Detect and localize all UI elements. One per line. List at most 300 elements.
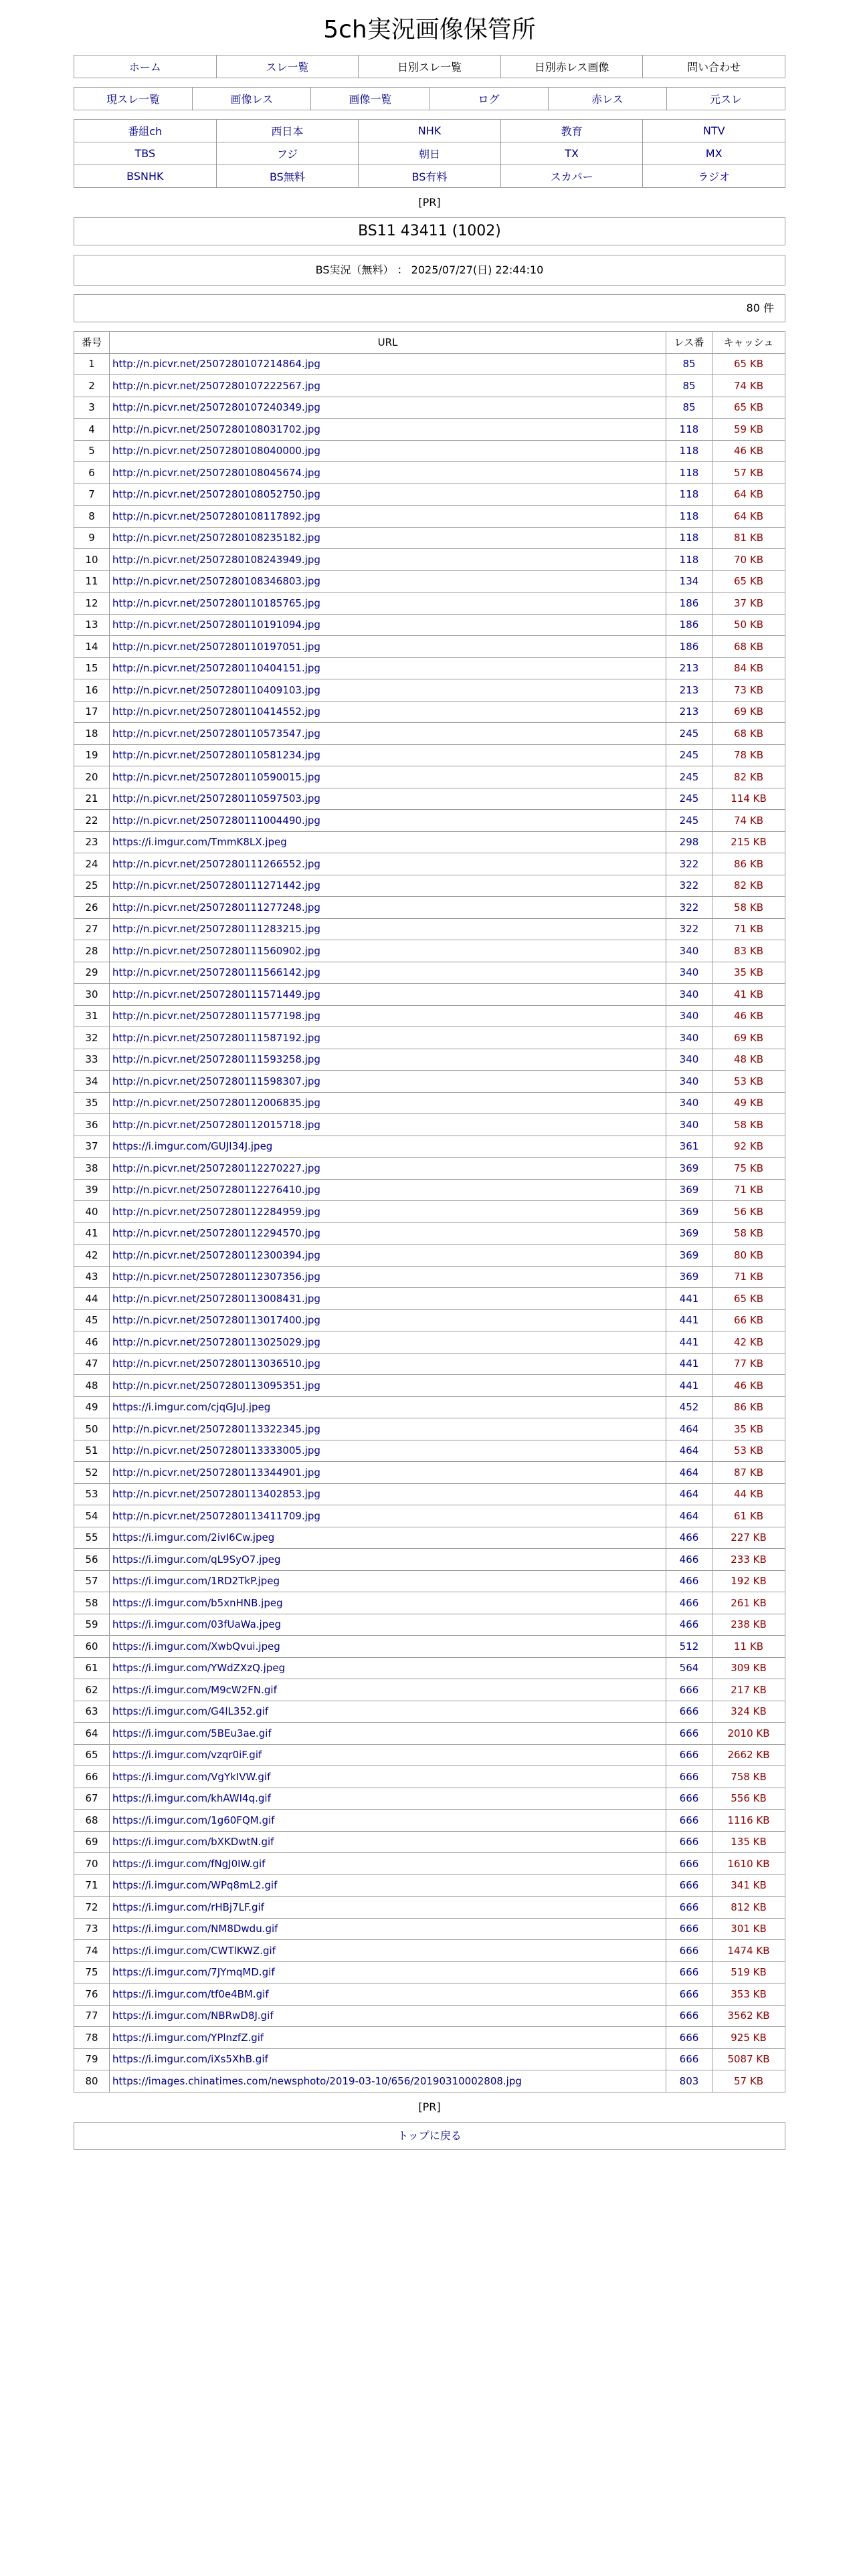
cell-cache-size[interactable]: 75 KB [712, 1158, 785, 1180]
cell-cache-size[interactable]: 65 KB [712, 397, 785, 419]
cell-res-number[interactable]: 666 [666, 1897, 712, 1919]
table-row [74, 1375, 785, 1397]
col-header-cache: キャッシュ [712, 332, 785, 354]
image-url-link[interactable]: https://i.imgur.com/fNgJ0IW.gif [112, 1857, 266, 1870]
cell-cache-size[interactable]: 35 KB [712, 1418, 785, 1440]
cell-url [110, 462, 666, 484]
cell-res-number[interactable]: 369 [666, 1222, 712, 1245]
cell-res-number[interactable]: 340 [666, 1114, 712, 1136]
cell-cache-size[interactable]: 238 KB [712, 1614, 785, 1636]
channel-item[interactable] [216, 165, 359, 188]
cell-cache-size[interactable]: 11 KB [712, 1636, 785, 1658]
cell-cache-size[interactable]: 50 KB [712, 614, 785, 636]
thread-nav-item[interactable] [311, 88, 430, 110]
cell-res-number[interactable]: 369 [666, 1245, 712, 1267]
cell-cache-size[interactable]: 309 KB [712, 1657, 785, 1679]
image-url-link[interactable]: http://n.picvr.net/2507280108045674.jpg [112, 466, 320, 479]
channel-item-label[interactable]: TBS [134, 147, 156, 160]
image-url-link[interactable]: http://n.picvr.net/2507280112307356.jpg [112, 1271, 320, 1283]
image-url-link[interactable]: http://n.picvr.net/2507280108235182.jpg [112, 532, 320, 544]
cell-cache-size[interactable]: 92 KB [712, 1136, 785, 1158]
cell-cache-size[interactable]: 66 KB [712, 1309, 785, 1331]
cell-cache-size[interactable]: 215 KB [712, 831, 785, 853]
image-url-link[interactable]: https://i.imgur.com/tf0e4BM.gif [112, 1988, 269, 2000]
cell-res-number[interactable]: 369 [666, 1266, 712, 1288]
image-url-link[interactable]: http://n.picvr.net/2507280108346803.jpg [112, 575, 320, 588]
cell-res-number[interactable]: 666 [666, 2027, 712, 2049]
cell-res-number[interactable]: 118 [666, 506, 712, 528]
cell-cache-size[interactable]: 71 KB [712, 1266, 785, 1288]
cell-res-number[interactable]: 322 [666, 853, 712, 875]
cell-cache-size[interactable]: 49 KB [712, 1092, 785, 1114]
cell-res-number[interactable]: 213 [666, 657, 712, 679]
thread-nav-item[interactable] [666, 88, 785, 110]
cell-res-number[interactable]: 340 [666, 1049, 712, 1071]
channel-item-label[interactable]: フジ [276, 148, 298, 160]
image-url-link[interactable]: https://i.imgur.com/GUJI34J.jpeg [112, 1140, 273, 1153]
cell-cache-size[interactable]: 64 KB [712, 506, 785, 528]
main-nav-item-label[interactable]: ホーム [128, 61, 161, 74]
channel-item[interactable] [500, 142, 643, 165]
cell-res-number[interactable]: 803 [666, 2070, 712, 2092]
cell-res-number[interactable]: 666 [666, 1831, 712, 1853]
cell-cache-size[interactable]: 46 KB [712, 440, 785, 462]
cell-res-number[interactable]: 666 [666, 1918, 712, 1940]
image-url-link[interactable]: http://n.picvr.net/2507280111560902.jpg [112, 944, 320, 957]
image-url-link[interactable]: http://n.picvr.net/2507280113095351.jpg [112, 1379, 320, 1392]
cell-res-number[interactable]: 369 [666, 1179, 712, 1201]
cell-no: 29 [74, 962, 110, 984]
cell-cache-size[interactable]: 83 KB [712, 940, 785, 962]
channel-item[interactable] [74, 142, 217, 165]
cell-res-number[interactable]: 213 [666, 701, 712, 723]
image-url-link[interactable]: https://i.imgur.com/5BEu3ae.gif [112, 1727, 272, 1739]
cell-res-number[interactable]: 666 [666, 1723, 712, 1745]
image-url-link[interactable]: http://n.picvr.net/2507280112284959.jpg [112, 1205, 320, 1218]
image-url-link[interactable]: http://n.picvr.net/2507280108040000.jpg [112, 445, 320, 457]
channel-item[interactable] [359, 120, 501, 142]
cell-res-number[interactable]: 340 [666, 1071, 712, 1093]
cell-res-number[interactable]: 186 [666, 614, 712, 636]
image-url-link[interactable]: https://i.imgur.com/bXKDwtN.gif [112, 1836, 274, 1848]
thread-nav-item-label[interactable]: 画像レス [230, 93, 273, 106]
cell-cache-size[interactable]: 69 KB [712, 1027, 785, 1049]
image-url-link[interactable]: http://n.picvr.net/2507280113036510.jpg [112, 1358, 320, 1370]
cell-res-number[interactable]: 245 [666, 788, 712, 810]
image-url-link[interactable]: https://i.imgur.com/VgYkIVW.gif [112, 1770, 271, 1783]
image-url-link[interactable]: http://n.picvr.net/2507280110404151.jpg [112, 662, 320, 675]
cell-cache-size[interactable]: 58 KB [712, 1114, 785, 1136]
image-url-link[interactable]: http://n.picvr.net/2507280113322345.jpg [112, 1422, 320, 1435]
cell-cache-size[interactable]: 812 KB [712, 1897, 785, 1919]
cell-res-number[interactable]: 186 [666, 593, 712, 615]
image-url-link[interactable]: http://n.picvr.net/2507280108052750.jpg [112, 488, 320, 501]
channel-item[interactable] [643, 142, 785, 165]
cell-no: 28 [74, 940, 110, 962]
cell-res-number[interactable]: 213 [666, 679, 712, 702]
cell-cache-size[interactable]: 556 KB [712, 1788, 785, 1810]
cell-cache-size[interactable]: 68 KB [712, 636, 785, 658]
image-url-link[interactable]: http://n.picvr.net/2507280108031702.jpg [112, 423, 320, 435]
cell-res-number[interactable]: 118 [666, 440, 712, 462]
image-url-link[interactable]: http://n.picvr.net/2507280113402853.jpg [112, 1488, 320, 1501]
cell-no: 62 [74, 1679, 110, 1701]
channel-item[interactable] [216, 142, 359, 165]
cell-res-number[interactable]: 118 [666, 527, 712, 549]
cell-url [110, 1114, 666, 1136]
thread-nav-item-label[interactable]: 画像一覧 [349, 93, 392, 106]
cell-cache-size[interactable]: 5087 KB [712, 2048, 785, 2070]
image-url-link[interactable]: http://n.picvr.net/2507280113008431.jpg [112, 1292, 320, 1305]
cell-res-number[interactable]: 464 [666, 1505, 712, 1527]
cell-res-number[interactable]: 298 [666, 831, 712, 853]
cell-res-number[interactable]: 666 [666, 1788, 712, 1810]
cell-cache-size[interactable]: 2662 KB [712, 1744, 785, 1766]
cell-res-number[interactable]: 666 [666, 1766, 712, 1788]
cell-res-number[interactable]: 340 [666, 984, 712, 1006]
image-url-link[interactable]: https://i.imgur.com/YWdZXzQ.jpeg [112, 1662, 286, 1675]
image-url-link[interactable]: http://n.picvr.net/2507280113411709.jpg [112, 1509, 320, 1522]
cell-res-number[interactable]: 666 [666, 1679, 712, 1701]
cell-res-number[interactable]: 322 [666, 897, 712, 919]
cell-cache-size[interactable]: 56 KB [712, 1201, 785, 1223]
image-url-link[interactable]: https://i.imgur.com/WPq8mL2.gif [112, 1879, 278, 1892]
cell-res-number[interactable]: 441 [666, 1331, 712, 1354]
cell-cache-size[interactable]: 86 KB [712, 1396, 785, 1418]
image-url-link[interactable]: http://n.picvr.net/2507280112270227.jpg [112, 1162, 320, 1174]
image-url-link[interactable]: https://i.imgur.com/YPlnzfZ.gif [112, 2031, 264, 2044]
image-url-link[interactable]: http://n.picvr.net/2507280110581234.jpg [112, 749, 320, 762]
cell-cache-size[interactable]: 41 KB [712, 984, 785, 1006]
cell-res-number[interactable]: 466 [666, 1570, 712, 1592]
image-url-link[interactable]: http://n.picvr.net/2507280110409103.jpg [112, 683, 320, 696]
cell-res-number[interactable]: 340 [666, 940, 712, 962]
image-url-link[interactable]: http://n.picvr.net/2507280110573547.jpg [112, 727, 320, 740]
cell-res-number[interactable]: 369 [666, 1201, 712, 1223]
cell-res-number[interactable]: 466 [666, 1549, 712, 1571]
image-url-link[interactable]: http://n.picvr.net/2507280111283215.jpg [112, 923, 320, 936]
image-url-link[interactable]: https://i.imgur.com/M9cW2FN.gif [112, 1683, 277, 1696]
image-url-link[interactable]: http://n.picvr.net/2507280113333005.jpg [112, 1444, 320, 1457]
cell-res-number[interactable]: 666 [666, 1744, 712, 1766]
cell-cache-size[interactable]: 82 KB [712, 875, 785, 897]
cell-res-number[interactable]: 85 [666, 375, 712, 397]
thread-nav-item[interactable] [74, 88, 193, 110]
channel-item-label[interactable]: 教育 [561, 125, 583, 138]
cell-cache-size[interactable]: 44 KB [712, 1483, 785, 1505]
cell-cache-size[interactable]: 37 KB [712, 593, 785, 615]
cell-res-number[interactable]: 464 [666, 1483, 712, 1505]
cell-res-number[interactable]: 340 [666, 1027, 712, 1049]
cell-res-number[interactable]: 441 [666, 1309, 712, 1331]
image-url-link[interactable]: https://i.imgur.com/cjqGJuJ.jpeg [112, 1401, 271, 1414]
cell-cache-size[interactable]: 58 KB [712, 897, 785, 919]
channel-item-label[interactable]: TX [565, 147, 579, 160]
cell-cache-size[interactable]: 233 KB [712, 1549, 785, 1571]
cell-res-number[interactable]: 666 [666, 2048, 712, 2070]
channel-item-label[interactable]: BSNHK [126, 170, 164, 183]
cell-res-number[interactable]: 340 [666, 1092, 712, 1114]
image-url-link[interactable]: https://i.imgur.com/03fUaWa.jpeg [112, 1618, 281, 1631]
cell-res-number[interactable]: 85 [666, 397, 712, 419]
channel-item[interactable] [643, 120, 785, 142]
cell-res-number[interactable]: 118 [666, 549, 712, 571]
cell-res-number[interactable]: 464 [666, 1418, 712, 1440]
cell-res-number[interactable]: 666 [666, 1853, 712, 1875]
image-url-link[interactable]: https://i.imgur.com/G4lL352.gif [112, 1705, 269, 1718]
image-url-link[interactable]: http://n.picvr.net/2507280113017400.jpg [112, 1314, 320, 1327]
cell-cache-size[interactable]: 80 KB [712, 1245, 785, 1267]
image-url-link[interactable]: http://n.picvr.net/2507280108243949.jpg [112, 553, 320, 566]
channel-item-label[interactable]: NHK [417, 124, 442, 137]
cell-cache-size[interactable]: 69 KB [712, 701, 785, 723]
cell-res-number[interactable]: 245 [666, 723, 712, 745]
cell-cache-size[interactable]: 341 KB [712, 1874, 785, 1897]
cell-cache-size[interactable]: 53 KB [712, 1071, 785, 1093]
cell-res-number[interactable]: 666 [666, 1874, 712, 1897]
channel-item-label[interactable]: スカパー [550, 171, 593, 183]
cell-cache-size[interactable]: 261 KB [712, 1592, 785, 1614]
cell-cache-size[interactable]: 64 KB [712, 484, 785, 506]
cell-cache-size[interactable]: 1610 KB [712, 1853, 785, 1875]
image-url-link[interactable]: https://i.imgur.com/vzqr0iF.gif [112, 1749, 262, 1761]
table-row [74, 1961, 785, 1983]
cell-cache-size[interactable]: 48 KB [712, 1049, 785, 1071]
cell-cache-size[interactable]: 77 KB [712, 1353, 785, 1375]
image-url-link[interactable]: http://n.picvr.net/2507280112015718.jpg [112, 1118, 320, 1131]
cell-res-number[interactable]: 441 [666, 1288, 712, 1310]
thread-nav-item-label[interactable]: ログ [478, 93, 500, 106]
cell-cache-size[interactable]: 925 KB [712, 2027, 785, 2049]
channel-item-label[interactable]: 西日本 [271, 125, 304, 138]
cell-no: 68 [74, 1810, 110, 1832]
cell-res-number[interactable]: 186 [666, 636, 712, 658]
cell-cache-size[interactable]: 74 KB [712, 810, 785, 832]
cell-no: 21 [74, 788, 110, 810]
cell-cache-size[interactable]: 70 KB [712, 549, 785, 571]
image-url-link[interactable]: http://n.picvr.net/2507280111587192.jpg [112, 1031, 320, 1044]
cell-cache-size[interactable]: 65 KB [712, 570, 785, 593]
image-url-link[interactable]: https://i.imgur.com/TmmK8LX.jpeg [112, 836, 287, 849]
main-nav-item[interactable] [74, 56, 217, 78]
cell-cache-size[interactable]: 81 KB [712, 527, 785, 549]
cell-cache-size[interactable]: 301 KB [712, 1918, 785, 1940]
cell-cache-size[interactable]: 82 KB [712, 766, 785, 788]
cell-res-number[interactable]: 369 [666, 1158, 712, 1180]
channel-item[interactable] [500, 165, 643, 188]
image-url-link[interactable]: http://n.picvr.net/2507280112294570.jpg [112, 1227, 320, 1240]
channel-item-label[interactable]: BS無料 [269, 171, 305, 183]
cell-res-number[interactable]: 466 [666, 1592, 712, 1614]
image-url-link[interactable]: https://i.imgur.com/qL9SyO7.jpeg [112, 1553, 281, 1566]
thread-nav-item-label[interactable]: 元スレ [709, 93, 742, 106]
cell-cache-size[interactable]: 87 KB [712, 1462, 785, 1484]
image-url-link[interactable]: http://n.picvr.net/2507280113344901.jpg [112, 1466, 320, 1479]
cell-res-number[interactable]: 512 [666, 1636, 712, 1658]
thread-nav-item-label[interactable]: 現スレ一覧 [106, 93, 161, 106]
cell-cache-size[interactable]: 58 KB [712, 1222, 785, 1245]
image-url-link[interactable]: https://i.imgur.com/khAWI4q.gif [112, 1792, 271, 1805]
thread-nav-item[interactable] [430, 88, 548, 110]
main-nav-item-label[interactable]: スレ一覧 [266, 61, 309, 74]
cell-cache-size[interactable]: 65 KB [712, 1288, 785, 1310]
cell-cache-size[interactable]: 217 KB [712, 1679, 785, 1701]
cell-cache-size[interactable]: 2010 KB [712, 1723, 785, 1745]
image-url-link[interactable]: http://n.picvr.net/2507280108117892.jpg [112, 510, 320, 522]
cell-res-number[interactable]: 666 [666, 1961, 712, 1983]
channel-item-label[interactable]: BS有料 [411, 171, 448, 183]
cell-res-number[interactable]: 322 [666, 875, 712, 897]
image-url-link[interactable]: https://i.imgur.com/CWTlKWZ.gif [112, 1944, 276, 1957]
back-to-top-link[interactable]: トップに戻る [397, 2129, 462, 2142]
image-url-link[interactable]: https://i.imgur.com/1RD2TkP.jpeg [112, 1575, 280, 1588]
image-url-link[interactable]: https://i.imgur.com/7JYmqMD.gif [112, 1966, 275, 1979]
cell-res-number[interactable]: 466 [666, 1527, 712, 1549]
cell-res-number[interactable]: 245 [666, 744, 712, 766]
channel-item[interactable] [74, 165, 217, 188]
cell-res-number[interactable]: 361 [666, 1136, 712, 1158]
cell-res-number[interactable]: 666 [666, 1940, 712, 1962]
image-url-link[interactable]: http://n.picvr.net/2507280107214864.jpg [112, 358, 320, 370]
cell-res-number[interactable]: 452 [666, 1396, 712, 1418]
cell-cache-size[interactable]: 192 KB [712, 1570, 785, 1592]
channel-item-label[interactable]: NTV [702, 124, 725, 137]
image-url-link[interactable]: http://n.picvr.net/2507280111566142.jpg [112, 966, 320, 979]
image-url-link[interactable]: http://n.picvr.net/2507280112006835.jpg [112, 1097, 320, 1109]
cell-cache-size[interactable]: 353 KB [712, 1983, 785, 2006]
cell-cache-size[interactable]: 68 KB [712, 723, 785, 745]
image-url-link[interactable]: http://n.picvr.net/2507280110590015.jpg [112, 770, 320, 783]
thread-nav-item[interactable] [193, 88, 311, 110]
image-url-link[interactable]: http://n.picvr.net/2507280107222567.jpg [112, 379, 320, 392]
cell-cache-size[interactable]: 114 KB [712, 788, 785, 810]
cell-res-number[interactable]: 441 [666, 1353, 712, 1375]
cell-cache-size[interactable]: 59 KB [712, 419, 785, 441]
image-url-link[interactable]: https://i.imgur.com/2ivI6Cw.jpeg [112, 1531, 275, 1544]
image-url-link[interactable]: https://i.imgur.com/1g60FQM.gif [112, 1814, 275, 1826]
cell-cache-size[interactable]: 135 KB [712, 1831, 785, 1853]
cell-cache-size[interactable]: 71 KB [712, 918, 785, 940]
channel-item[interactable] [359, 165, 501, 188]
channel-item-label[interactable]: 朝日 [418, 148, 440, 160]
image-url-link[interactable]: https://images.chinatimes.com/newsphoto/2019-03-10/656/20190310002808.jpg [112, 2074, 522, 2087]
cell-res-number[interactable]: 666 [666, 1701, 712, 1723]
cell-cache-size[interactable]: 46 KB [712, 1005, 785, 1027]
cell-cache-size[interactable]: 74 KB [712, 375, 785, 397]
thread-nav-item-label[interactable]: 赤レス [591, 93, 624, 106]
cell-cache-size[interactable]: 57 KB [712, 462, 785, 484]
image-url-link[interactable]: http://n.picvr.net/2507280113025029.jpg [112, 1335, 320, 1348]
image-url-link[interactable]: http://n.picvr.net/2507280110597503.jpg [112, 792, 320, 805]
cell-res-number[interactable]: 134 [666, 570, 712, 593]
image-url-link[interactable]: https://i.imgur.com/b5xnHNB.jpeg [112, 1596, 283, 1609]
image-url-link[interactable]: http://n.picvr.net/2507280111266552.jpg [112, 857, 320, 870]
main-nav-item[interactable] [216, 56, 359, 78]
cell-cache-size[interactable]: 71 KB [712, 1179, 785, 1201]
thread-nav-item[interactable] [548, 88, 666, 110]
image-url-link[interactable]: http://n.picvr.net/2507280111004490.jpg [112, 814, 320, 827]
channel-item-label[interactable]: ラジオ [698, 171, 731, 183]
channel-item[interactable] [359, 142, 501, 165]
cell-res-number[interactable]: 85 [666, 353, 712, 375]
cell-res-number[interactable]: 322 [666, 918, 712, 940]
channel-item-label[interactable]: MX [705, 147, 723, 160]
image-url-link[interactable]: http://n.picvr.net/2507280110414552.jpg [112, 706, 320, 718]
table-row [74, 1897, 785, 1919]
channel-item[interactable] [216, 120, 359, 142]
image-url-link[interactable]: http://n.picvr.net/2507280111277248.jpg [112, 901, 320, 914]
cell-cache-size[interactable]: 86 KB [712, 853, 785, 875]
cell-res-number[interactable]: 245 [666, 810, 712, 832]
cell-res-number[interactable]: 466 [666, 1614, 712, 1636]
cell-cache-size[interactable]: 324 KB [712, 1701, 785, 1723]
cell-res-number[interactable]: 340 [666, 1005, 712, 1027]
cell-cache-size[interactable]: 57 KB [712, 2070, 785, 2092]
cell-res-number[interactable]: 564 [666, 1657, 712, 1679]
channel-item[interactable] [643, 165, 785, 188]
cell-res-number[interactable]: 464 [666, 1440, 712, 1462]
image-url-link[interactable]: https://i.imgur.com/XwbQvui.jpeg [112, 1640, 280, 1652]
image-url-link[interactable]: http://n.picvr.net/2507280111571449.jpg [112, 988, 320, 1000]
image-url-link[interactable]: https://i.imgur.com/NBRwD8J.gif [112, 2010, 274, 2022]
cell-res-number[interactable]: 666 [666, 1983, 712, 2006]
image-url-link[interactable]: http://n.picvr.net/2507280111593258.jpg [112, 1053, 320, 1066]
cell-res-number[interactable]: 118 [666, 484, 712, 506]
cell-cache-size[interactable]: 1474 KB [712, 1940, 785, 1962]
cell-cache-size[interactable]: 3562 KB [712, 2005, 785, 2027]
channel-item[interactable] [74, 120, 217, 142]
table-row [74, 549, 785, 571]
image-url-link[interactable]: http://n.picvr.net/2507280111598307.jpg [112, 1075, 320, 1087]
cell-res-number[interactable]: 340 [666, 962, 712, 984]
cell-res-number[interactable]: 245 [666, 766, 712, 788]
cell-cache-size[interactable]: 53 KB [712, 1440, 785, 1462]
image-url-link[interactable]: http://n.picvr.net/2507280112276410.jpg [112, 1184, 320, 1196]
table-row [74, 918, 785, 940]
cell-cache-size[interactable]: 46 KB [712, 1375, 785, 1397]
cell-cache-size[interactable]: 78 KB [712, 744, 785, 766]
cell-res-number[interactable]: 666 [666, 1810, 712, 1832]
cell-cache-size[interactable]: 42 KB [712, 1331, 785, 1354]
cell-cache-size[interactable]: 73 KB [712, 679, 785, 702]
image-url-link[interactable]: http://n.picvr.net/2507280111577198.jpg [112, 1010, 320, 1023]
cell-cache-size[interactable]: 519 KB [712, 1961, 785, 1983]
image-url-link[interactable]: https://i.imgur.com/iXs5XhB.gif [112, 2053, 268, 2066]
image-url-link[interactable]: http://n.picvr.net/2507280112300394.jpg [112, 1249, 320, 1261]
cell-cache-size[interactable]: 758 KB [712, 1766, 785, 1788]
cell-cache-size[interactable]: 61 KB [712, 1505, 785, 1527]
image-url-link[interactable]: http://n.picvr.net/2507280110197051.jpg [112, 640, 320, 653]
image-url-link[interactable]: http://n.picvr.net/2507280110191094.jpg [112, 619, 320, 631]
cell-res-number[interactable]: 666 [666, 2005, 712, 2027]
cell-res-number[interactable]: 118 [666, 419, 712, 441]
cell-cache-size[interactable]: 227 KB [712, 1527, 785, 1549]
cell-res-number[interactable]: 464 [666, 1462, 712, 1484]
cell-cache-size[interactable]: 35 KB [712, 962, 785, 984]
channel-item-label[interactable]: 番組ch [128, 125, 163, 138]
cell-res-number[interactable]: 441 [666, 1375, 712, 1397]
image-url-link[interactable]: http://n.picvr.net/2507280110185765.jpg [112, 597, 320, 609]
image-url-link[interactable]: http://n.picvr.net/2507280111271442.jpg [112, 879, 320, 892]
image-url-link[interactable]: http://n.picvr.net/2507280107240349.jpg [112, 401, 320, 414]
image-url-link[interactable]: https://i.imgur.com/NM8Dwdu.gif [112, 1923, 278, 1935]
channel-item[interactable] [500, 120, 643, 142]
cell-cache-size[interactable]: 84 KB [712, 657, 785, 679]
image-url-link[interactable]: https://i.imgur.com/rHBj7LF.gif [112, 1901, 264, 1913]
cell-cache-size[interactable]: 65 KB [712, 353, 785, 375]
cell-cache-size[interactable]: 1116 KB [712, 1810, 785, 1832]
cell-res-number[interactable]: 118 [666, 462, 712, 484]
